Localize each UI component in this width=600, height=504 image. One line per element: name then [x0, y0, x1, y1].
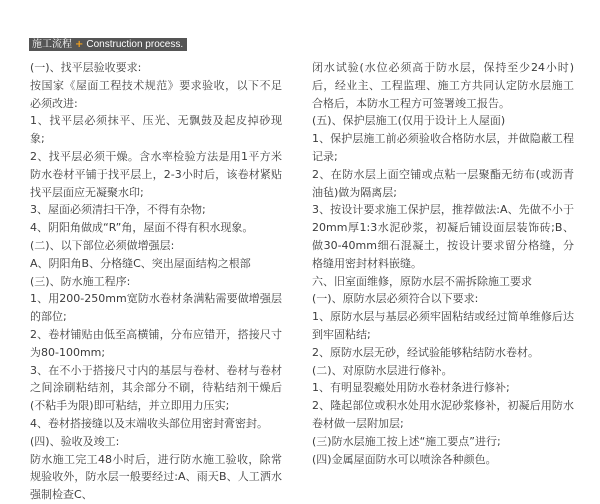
paragraph: A、阴阳角B、分格缝C、突出屋面结构之根部 — [30, 256, 251, 270]
right-column — [312, 59, 574, 468]
paragraph: (二)、对原防水层进行修补。 — [312, 363, 453, 377]
paragraph: 3、屋面必须清扫干净，不得有杂物; — [30, 203, 206, 217]
paragraph: 1、用200-250mm宽防水卷材条满粘需要做增强层的部位; — [30, 292, 282, 324]
paragraph: 3、在不小于搭接尺寸内的基层与卷材、卷材与卷材之间涂刷粘结剂，其余部分不刷，待粘结剂干燥后(不粘手为限)即可粘结，并立即用力压实; — [30, 363, 282, 413]
paragraph: (五)、保护层施工(仅用于设计上人屋面) — [312, 114, 506, 128]
paragraph: (四)金属屋面防水可以喷涂各种颜色。 — [312, 452, 497, 466]
left-column — [30, 59, 282, 504]
paragraph: 1、保护层施工前必须验收合格防水层，并做隐蔽工程记录; — [312, 132, 574, 163]
section-header — [29, 38, 187, 51]
header-title-cn: 施工流程 — [32, 39, 72, 50]
paragraph: (三)、防水施工程序: — [30, 274, 131, 288]
paragraph: 按国家《屋面工程技术规范》要求验收，以下不足必须改进: — [30, 78, 282, 110]
paragraph: 2、隆起部位或积水处用水泥砂浆修补，初凝后用防水卷材做一层附加层; — [312, 399, 574, 430]
paragraph: 1、有明显裂瘢处用防水卷材条进行修补; — [312, 381, 510, 395]
paragraph: 4、卷材搭接缝以及末端收头部位用密封膏密封。 — [30, 416, 268, 430]
paragraph: (四)、验收及竣工: — [30, 434, 120, 448]
paragraph: 2、找平层必须干燥。含水率检验方法是用1平方米防水卷材平铺于找平层上，2-3小时后，该卷材紧贴找平层面应无凝聚水印; — [30, 149, 282, 199]
paragraph: 4、阴阳角做成“R”角，屋面不得有积水现象。 — [30, 221, 254, 235]
paragraph: 六、旧室面维修，原防水层不需拆除施工要求 — [312, 274, 532, 288]
paragraph: 防水施工完工48小时后，进行防水施工验收，除常规验收外，防水层一般要经过:A、雨天B、人工洒水强制检查C、 — [30, 452, 282, 502]
header-title-en: Construction process. — [86, 39, 184, 50]
paragraph: 2、在防水层上面空铺或点粘一层聚酯无纺布(或沥青油毡)做为隔离层; — [312, 167, 574, 199]
paragraph: (三)防水层施工按上述“施工要点”进行; — [312, 434, 501, 448]
paragraph: 2、原防水层无砂，经试验能够粘结防水卷材。 — [312, 345, 539, 359]
paragraph: 3、按设计要求施工保护层，推荐做法:A、先做不小于20mm厚1:3水泥砂浆，初凝后铺设面层装饰砖;B、做30-40mm细石混凝土，按设计要求留分格缝，分格缝用密封材料嵌缝。 — [312, 203, 574, 270]
plus-icon: + — [75, 39, 84, 50]
paragraph: (一)、原防水层必须符合以下要求: — [312, 292, 479, 306]
paragraph: (一)、找平层验收要求: — [30, 61, 142, 74]
paragraph: 闭水试验(水位必须高于防水层，保持至少24小时)后，经业主、工程监理、施工方共同认定防水层施工合格后，本防水工程方可签署竣工报告。 — [312, 61, 574, 110]
paragraph: 1、找平层必须抹平、压光、无飘鼓及起皮掉砂现象; — [30, 114, 282, 146]
paragraph: 2、卷材铺贴由低至高横铺，分布应错开，搭接尺寸为80-100mm; — [30, 327, 282, 359]
paragraph: (二)、以下部位必须做增强层: — [30, 238, 175, 252]
paragraph: 1、原防水层与基层必须牢固粘结或经过简单维修后达到牢固粘结; — [312, 310, 574, 341]
